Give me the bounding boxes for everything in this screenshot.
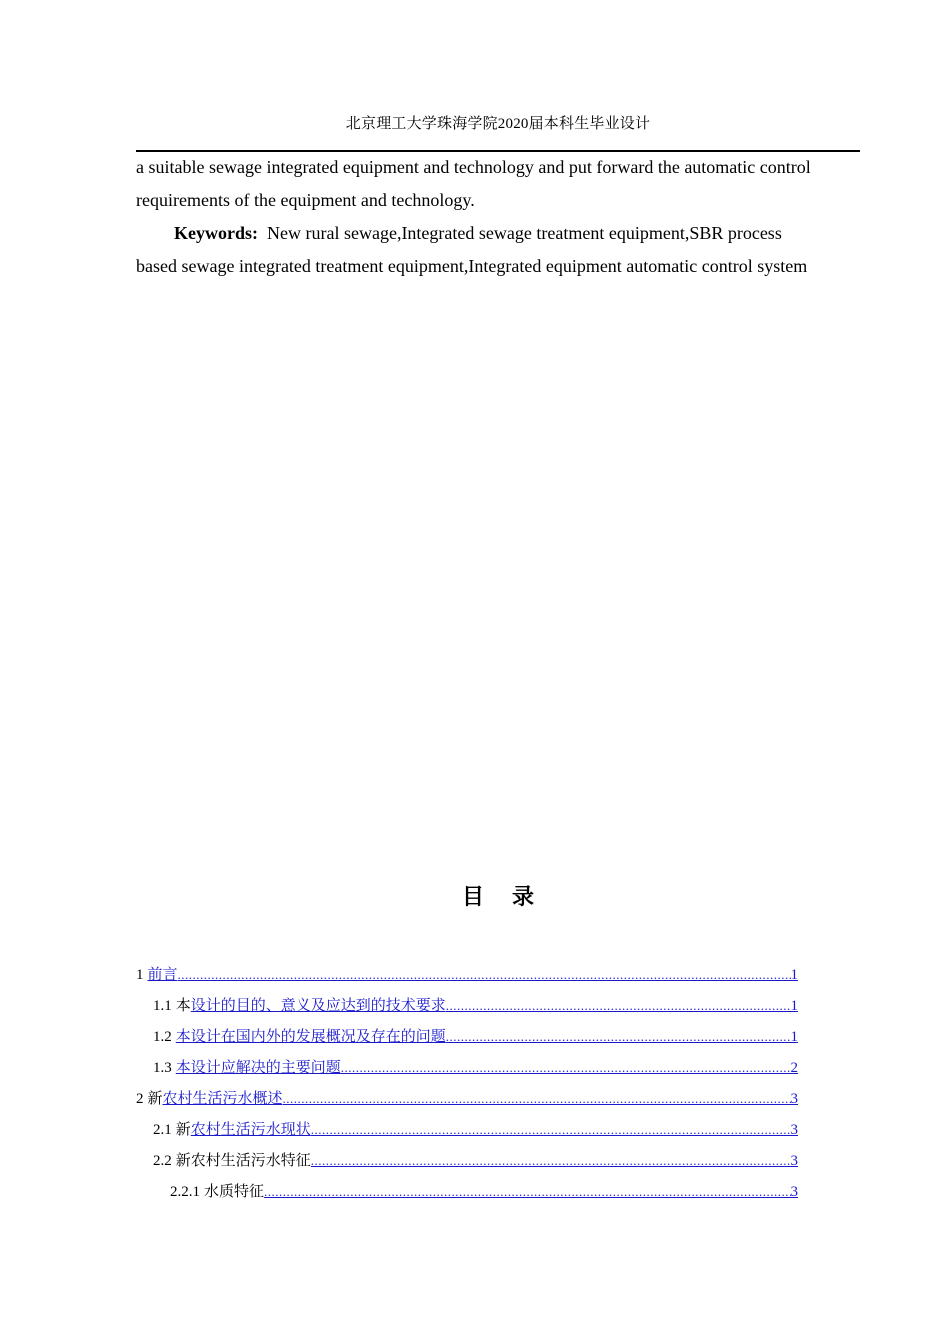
toc-entry-1[interactable]	[136, 964, 798, 995]
page-header: 北京理工大学珠海学院2020届本科生毕业设计	[345, 116, 651, 132]
toc-page-number[interactable]: 1	[790, 1029, 798, 1045]
toc-page-number[interactable]: 3	[790, 1122, 798, 1138]
abstract-line-2: requirements of the equipment and technology.	[136, 190, 475, 210]
toc-entry-plain-text: 新农村生活污水特征	[175, 1153, 311, 1169]
toc-leader-dots	[283, 1088, 791, 1110]
toc-entry-link[interactable]: 本设计应解决的主要问题	[175, 1060, 341, 1076]
toc-entry-plain-text: 新	[175, 1122, 191, 1138]
keywords-text-1: New rural sewage,Integrated sewage treatment equipment,SBR process	[267, 223, 782, 243]
keywords-label: Keywords:	[174, 223, 258, 243]
toc-leader-dots	[311, 1150, 791, 1172]
toc-entry-link[interactable]: 农村生活污水现状	[190, 1122, 311, 1138]
toc-entry-2-1[interactable]	[136, 1119, 798, 1150]
toc-entry-1-2[interactable]	[136, 1026, 798, 1057]
header-rule	[136, 150, 860, 152]
toc-entry-1-1[interactable]	[136, 995, 798, 1026]
toc-page-number[interactable]: 1	[790, 998, 798, 1014]
toc-entry-number: 1.2	[153, 1029, 172, 1045]
toc-entry-plain-text: 水质特征	[204, 1184, 265, 1200]
toc-leader-dots	[178, 964, 791, 986]
toc-page-number[interactable]: 3	[790, 1184, 798, 1200]
toc-entry-2-2-1[interactable]	[136, 1181, 798, 1212]
toc-page-number[interactable]: 2	[790, 1060, 798, 1076]
toc-entry-number: 2.2.1	[170, 1184, 200, 1200]
toc-entry-number: 2.2	[153, 1153, 172, 1169]
toc-entry-2-2[interactable]	[136, 1150, 798, 1181]
toc-entry-number: 1.3	[153, 1060, 172, 1076]
keywords-line-1	[174, 221, 782, 245]
toc-entry-link[interactable]: 本设计在国内外的发展概况及存在的问题	[175, 1029, 446, 1045]
table-of-contents	[136, 964, 798, 1212]
toc-entry-link[interactable]: 设计的目的、意义及应达到的技术要求	[190, 998, 446, 1014]
toc-entry-link[interactable]: 前言	[147, 967, 178, 983]
keywords-line-2: based sewage integrated treatment equipment,Integrated equipment automatic control system	[136, 256, 808, 276]
toc-entry-1-3[interactable]	[136, 1057, 798, 1088]
toc-leader-dots	[311, 1119, 791, 1141]
toc-page-number[interactable]: 3	[790, 1091, 798, 1107]
toc-page-number[interactable]: 3	[790, 1153, 798, 1169]
toc-entry-number: 2.1	[153, 1122, 172, 1138]
toc-leader-dots	[446, 1026, 791, 1048]
toc-leader-dots	[446, 995, 791, 1017]
toc-leader-dots	[264, 1181, 790, 1203]
toc-title: 目录	[461, 884, 562, 909]
abstract-line-1: a suitable sewage integrated equipment and technology and put forward the automatic control	[136, 157, 811, 177]
toc-page-number[interactable]: 1	[790, 967, 798, 983]
toc-entry-number: 2	[136, 1091, 144, 1107]
toc-entry-plain-text: 本	[175, 998, 191, 1014]
toc-entry-number: 1	[136, 967, 144, 983]
toc-entry-number: 1.1	[153, 998, 172, 1014]
toc-entry-link[interactable]: 农村生活污水概述	[162, 1091, 283, 1107]
toc-leader-dots	[341, 1057, 791, 1079]
toc-entry-plain-text: 新	[147, 1091, 163, 1107]
toc-entry-2[interactable]	[136, 1088, 798, 1119]
